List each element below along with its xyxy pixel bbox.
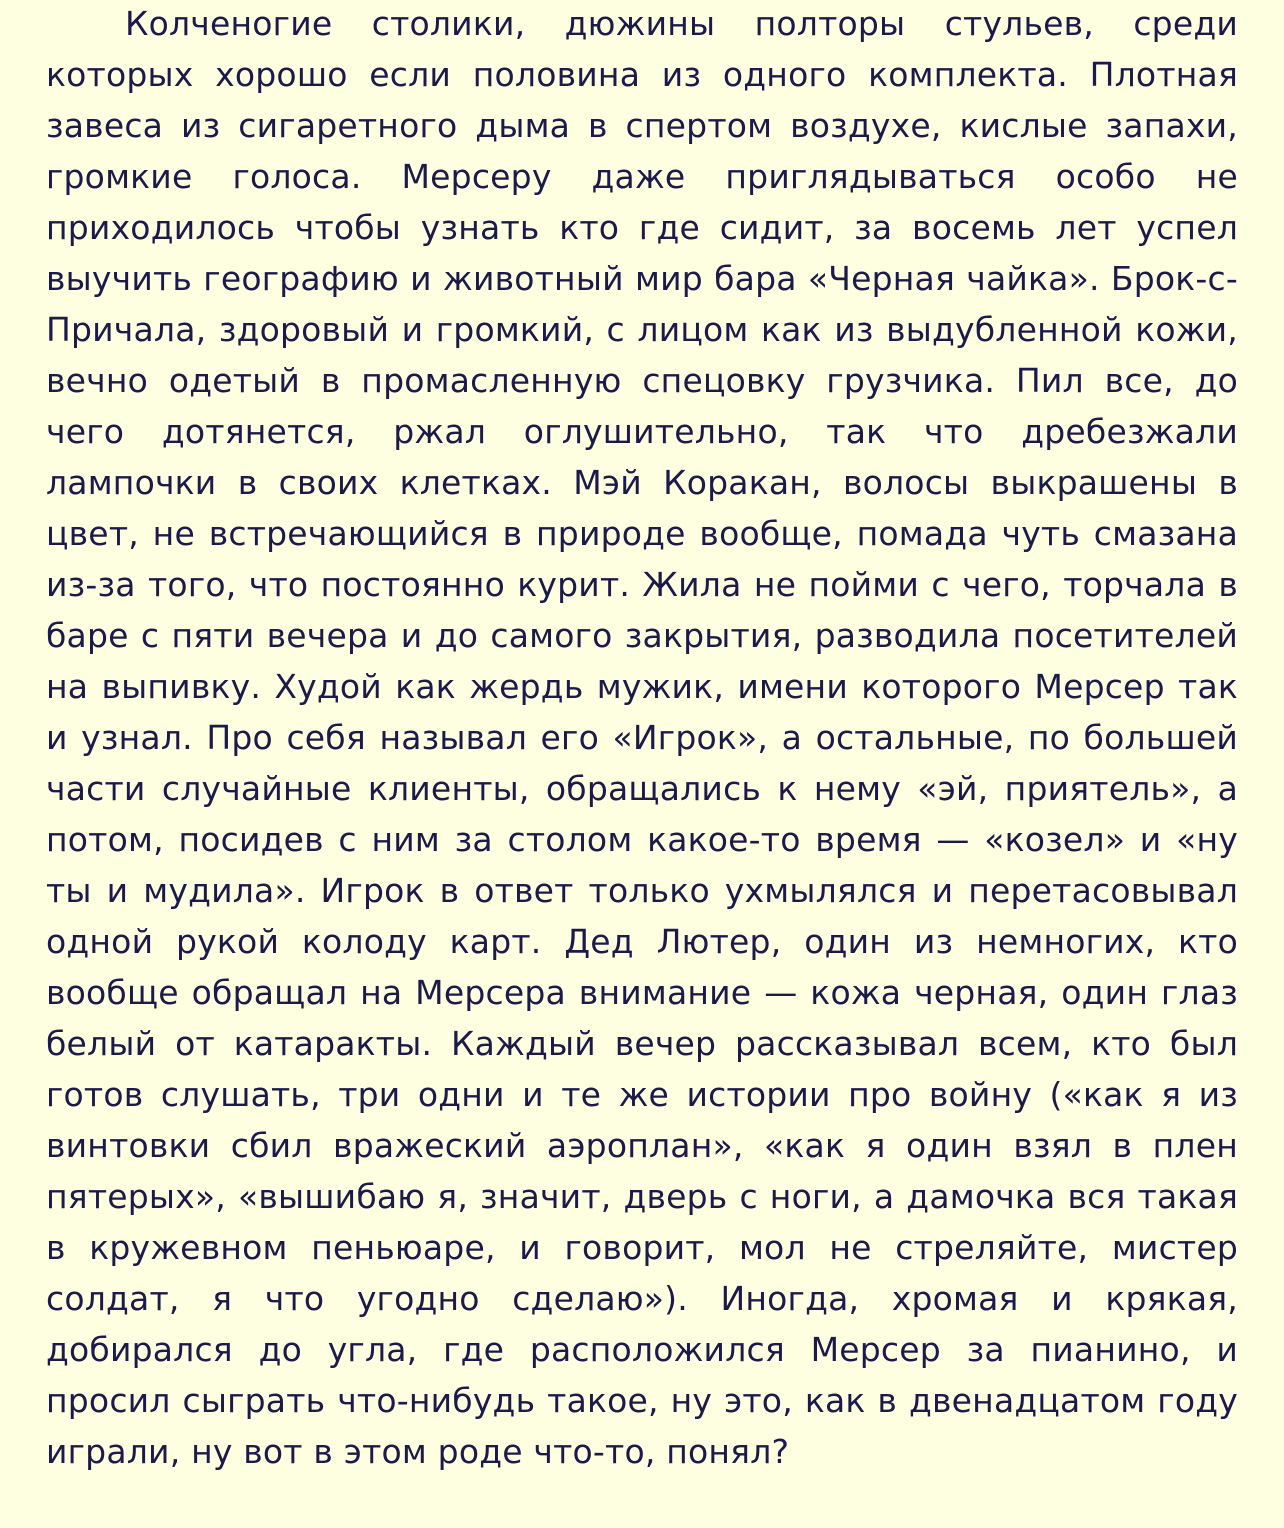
body-paragraph: Колченогие столики, дюжины полторы стульев, среди которых хорошо если половина из одного комплекта. Плотная завеса из сигаретного дыма в спертом воздухе, кислые запахи, громкие голоса. Мерсеру даже приглядываться особо не приходилось чтобы узнать кто где сидит, за восемь лет успел выучить географию и животный мир бара «Черная чайка». Брок-с-Причала, здоровый и громкий, с лицом как из выдубленной кожи, вечно одетый в промасленную спецовку грузчика. Пил все, до чего дотянется, ржал оглушительно, так что дребезжали лампочки в своих клетках. Мэй Коракан, волосы выкрашены в цвет, не встречающийся в природе вообще, помада чуть смазана из-за того, что постоянно курит. Жила не пойми с чего, торчала в баре с пяти вечера и до самого закрытия, разводила посетителей на выпивку. Худой как жердь мужик, имени которого Мерсер так и узнал. Про себя называл его «Игрок», а остальные, по большей части случайные клиенты, обращались к нему «эй, приятель», а потом, посидев с ним за столом какое-то время — «козел» и «ну ты и мудила». Игрок в ответ только ухмылялся и перетасовывал одной рукой колоду карт. Дед Лютер, один из немногих, кто вообще обращал на Мерсера внимание — кожа черная, один глаз белый от катаракты. Каждый вечер рассказывал всем, кто был готов слушать, три одни и те же истории про войну («как я из винтовки сбил вражеский аэроплан», «как я один взял в плен пятерых», «вышибаю я, значит, дверь с ноги, а дамочка вся такая в кружевном пеньюаре, и говорит, мол не стреляйте, мистер солдат, я что угодно сделаю»). Иногда, хромая и крякая, добирался до угла, где расположился Мерсер за пианино, и просил сыграть что-нибудь такое, ну это, как в двенадцатом году играли, ну вот в этом роде что-то, понял?: [46, 4, 1238, 1471]
